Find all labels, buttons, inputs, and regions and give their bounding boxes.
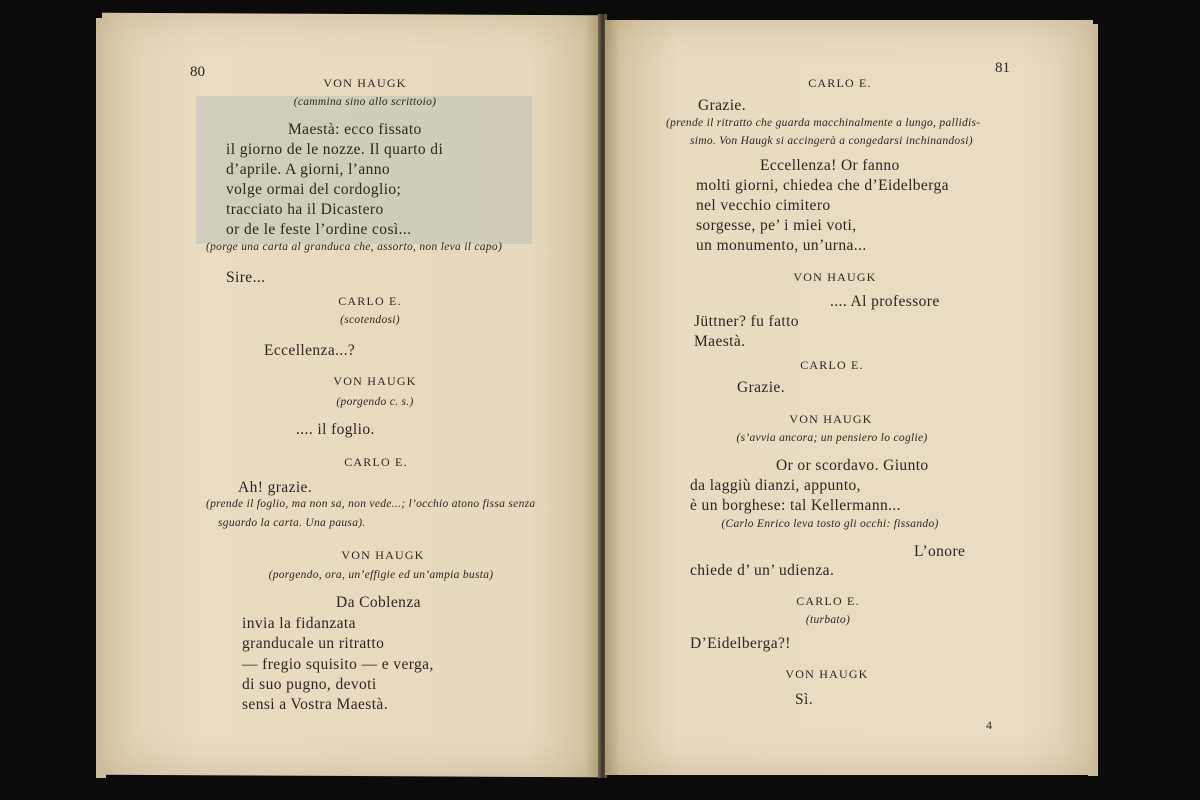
verse-line: volge ormai del cordoglio;	[226, 181, 402, 198]
verse-line: è un borghese: tal Kellermann...	[690, 497, 901, 514]
verse-line: il giorno de le nozze. Il quarto di	[226, 141, 444, 158]
verse-line: sensi a Vostra Maestà.	[242, 696, 388, 713]
page-number-left: 80	[190, 64, 205, 80]
speaker-name: VON HAUGK	[789, 412, 873, 426]
verse-line: .... Al professore	[830, 293, 940, 310]
verse-line: tracciato ha il Dicastero	[226, 201, 384, 218]
verse-line: Grazie.	[737, 379, 785, 396]
verse-line: molti giorni, chiedea che d’Eidelberga	[696, 177, 949, 194]
speaker-name: VON HAUGK	[793, 270, 877, 284]
verse-line: di suo pugno, devoti	[242, 676, 377, 693]
verse-line: Da Coblenza	[336, 594, 421, 611]
verse-line: Or or scordavo. Giunto	[776, 457, 929, 474]
verse-line: d’aprile. A giorni, l’anno	[226, 161, 391, 178]
verse-line: sorgesse, pe’ i miei voti,	[696, 217, 857, 234]
speaker-name: VON HAUGK	[333, 374, 417, 388]
speaker-name: VON HAUGK	[323, 76, 407, 90]
verse-line: L’onore	[914, 543, 966, 560]
verse-line: D’Eidelberga?!	[690, 635, 791, 652]
stage-direction: (porge una carta al granduca che, assorto, non leva il capo)	[206, 241, 503, 253]
speaker-name: CARLO E.	[338, 294, 402, 308]
speaker-name: CARLO E.	[808, 76, 872, 90]
stage-direction: (s’avvia ancora; un pensiero lo coglie)	[736, 432, 928, 444]
speaker-name: VON HAUGK	[785, 667, 869, 681]
stage-direction: (scotendosi)	[340, 314, 400, 326]
stage-direction: (porgendo, ora, un’effigie ed un’ampia busta)	[268, 569, 494, 581]
verse-line: Jüttner? fu fatto	[694, 313, 799, 330]
verse-line: invia la fidanzata	[242, 615, 356, 632]
verse-line: Grazie.	[698, 97, 746, 114]
verse-line: Eccellenza...?	[264, 342, 356, 359]
speaker-name: CARLO E.	[344, 455, 408, 469]
verse-line: Sì.	[795, 691, 814, 708]
stage-direction: (porgendo c. s.)	[336, 396, 414, 408]
verse-line: un monumento, un’urna...	[696, 237, 867, 254]
speaker-name: CARLO E.	[796, 594, 860, 608]
stage-direction: sguardo la carta. Una pausa).	[218, 517, 366, 529]
verse-line: granducale un ritratto	[242, 635, 385, 652]
stage-direction: (cammina sino allo scrittoio)	[293, 96, 437, 108]
speaker-name: VON HAUGK	[341, 548, 425, 562]
page-number-right: 81	[995, 60, 1010, 76]
stage-direction: (Carlo Enrico leva tosto gli occhi: fissando)	[721, 518, 939, 530]
verse-line: da laggiù dianzi, appunto,	[690, 477, 861, 494]
verse-line: Maestà: ecco fissato	[288, 121, 422, 138]
right-page	[605, 20, 1093, 775]
verse-line: — fregio squisito — e verga,	[242, 656, 434, 673]
verse-line: or de le feste l’ordine così...	[226, 221, 412, 238]
verse-line: .... il foglio.	[296, 421, 375, 438]
speaker-name: CARLO E.	[800, 358, 864, 372]
stage-direction: (turbato)	[805, 614, 851, 626]
verse-line: Sire...	[226, 269, 266, 286]
stage-direction: (prende il ritratto che guarda macchinalmente a lungo, pallidis-	[666, 117, 981, 129]
verse-line: chiede d’ un’ udienza.	[690, 562, 835, 579]
verse-line: Eccellenza! Or fanno	[760, 157, 900, 174]
verse-line: nel vecchio cimitero	[696, 197, 831, 214]
stage-direction: simo. Von Haugk si accingerà a congedarsi inchinandosi)	[690, 135, 973, 147]
signature-mark: 4	[986, 718, 992, 732]
verse-line: Ah! grazie.	[238, 479, 313, 496]
stage-direction: (prende il foglio, ma non sa, non vede...; l’occhio atono fissa senza	[206, 498, 536, 510]
verse-line: Maestà.	[694, 333, 746, 350]
